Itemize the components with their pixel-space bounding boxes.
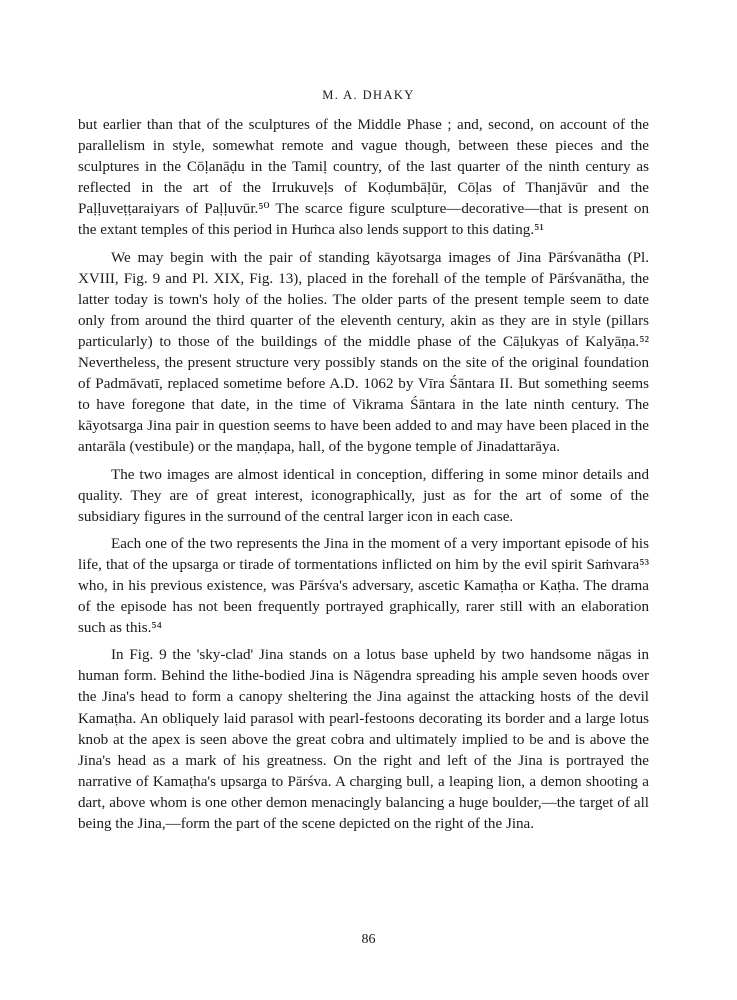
paragraph-4: Each one of the two represents the Jina in the moment of a very important episode of his life, that of the upsarga or tirade of tormentations inflicted on him by the evil spirit Saṁvara⁵³ who, in his previous existence, was Pārśva's adversary, ascetic Kamaṭha or Kaṭha. The drama of the episode has not been frequently portrayed graphically, rarer still with an elaboration such as this.⁵⁴	[78, 535, 649, 637]
paragraph-5: In Fig. 9 the 'sky-clad' Jina stands on a lotus base upheld by two handsome nāgas in human form. Behind the lithe-bodied Jina is Nāgendra spreading his ample seven hoods over the Jina's head to form a canopy sheltering the Jina against the attacking hosts of the devil Kamaṭha. An obliquely laid parasol with pearl-festoons decorating its border and a large lotus knob at the apex is seen above the great cobra and ultimately implied to be and is above the Jina's head as a mark of his greatness. On the right and left of the Jina is portrayed the narrative of Kamaṭha's upsarga to Pārśva. A charging bull, a leaping lion, a demon shooting a dart, above whom is one other demon menacingly balancing a huge boulder,—the target of all being the Jina,—form the part of the scene depicted on the right of the Jina.	[78, 647, 649, 832]
paragraph-3: The two images are almost identical in conception, differing in some minor details and quality. They are of great interest, iconographically, just as for the art of some of the subsidiary figures in the surround of the central larger icon in each case.	[78, 466, 649, 525]
body-text	[78, 115, 649, 835]
paragraph-2: We may begin with the pair of standing kāyotsarga images of Jina Pārśvanātha (Pl. XVIII, Fig. 9 and Pl. XIX, Fig. 13), placed in the forehall of the temple of Pārśvanātha, the latter today is town's holy of the holies. The older parts of the present temple seem to date only from around the third quarter of the eleventh century, akin as they are in style (pillars particularly) to those of the buildings of the middle phase of the Cāḷukyas of Kalyāṇa.⁵² Nevertheless, the present structure very possibly stands on the site of the original foundation of Padmāvatī, replaced sometime before A.D. 1062 by Vīra Śāntara II. But something seems to have foregone that date, in the time of Vikrama Śāntara in the late ninth century. The kāyotsarga Jina pair in question seems to have been added to and may have been placed in the antarāla (vestibule) or the maṇḍapa, hall, of the bygone temple of Jinadattarāya.	[78, 249, 649, 456]
paragraph-1: but earlier than that of the sculptures of the Middle Phase ; and, second, on account of the parallelism in style, somewhat remote and vague though, between these pieces and the sculptures in the Cōḷanāḍu in the Tamiḷ country, of the last quarter of the ninth century as reflected in the art of the Irrukuveḷs of Koḍumbāḷūr, Cōḷas of Thanjāvūr and the Paḷḷuveṭṭaraiyars of Paḷḷuvūr.⁵⁰ The scarce figure sculpture—decorative—that is present on the extant temples of this period in Huṁca also lends support to this dating.⁵¹	[78, 117, 649, 239]
running-head: M. A. DHAKY	[322, 88, 415, 102]
page-number: 86	[361, 932, 376, 947]
